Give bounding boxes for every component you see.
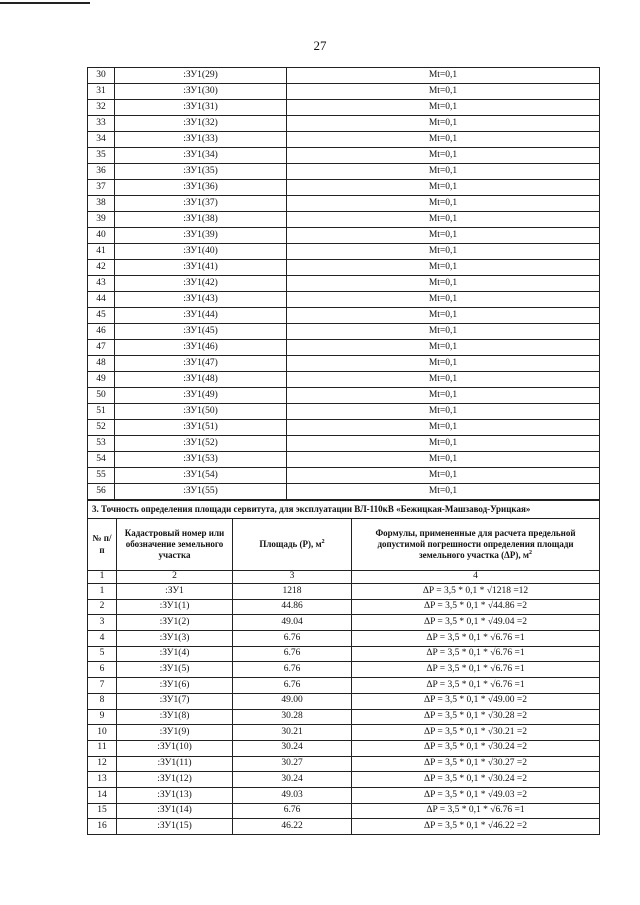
- parcel-id: :ЗУ1(33): [115, 132, 287, 148]
- table-row: [88, 356, 600, 372]
- row-number: 49: [88, 372, 115, 388]
- row-number: 7: [88, 678, 117, 694]
- index-cell: 2: [117, 571, 233, 584]
- header-area: Площадь (P), $м^2$: [233, 519, 352, 571]
- area-value: 6.76: [233, 803, 352, 819]
- parcel-id: :ЗУ1(32): [115, 116, 287, 132]
- table-row: [88, 452, 600, 468]
- parcel-id: :ЗУ1(50): [115, 404, 287, 420]
- parcel-id: :ЗУ1(15): [117, 819, 233, 835]
- row-number: 6: [88, 662, 117, 678]
- error-formula: ΔP = 3,5 * 0,1 * √6.76 =1: [352, 803, 600, 819]
- parcel-id: :ЗУ1(4): [117, 646, 233, 662]
- precision-value: Mt=0,1: [287, 260, 600, 276]
- error-formula: ΔP = 3,5 * 0,1 * √49.00 =2: [352, 693, 600, 709]
- page-number: 27: [313, 38, 327, 53]
- precision-value: Mt=0,1: [287, 324, 600, 340]
- precision-value: Mt=0,1: [287, 452, 600, 468]
- index-cell: 1: [88, 571, 117, 584]
- parcel-id: :ЗУ1(30): [115, 84, 287, 100]
- row-number: 13: [88, 772, 117, 788]
- precision-value: Mt=0,1: [287, 196, 600, 212]
- parcel-id: :ЗУ1(31): [115, 100, 287, 116]
- precision-value: Mt=0,1: [287, 132, 600, 148]
- error-formula: ΔP = 3,5 * 0,1 * √44.86 =2: [352, 599, 600, 615]
- parcel-id: :ЗУ1(48): [115, 372, 287, 388]
- row-number: 8: [88, 693, 117, 709]
- table-row: [88, 646, 600, 662]
- row-number: 46: [88, 324, 115, 340]
- table-row: [88, 468, 600, 484]
- precision-value: Mt=0,1: [287, 84, 600, 100]
- table-row: [88, 787, 600, 803]
- table-row: [88, 260, 600, 276]
- table-row: [88, 340, 600, 356]
- table-row: [88, 803, 600, 819]
- precision-value: Mt=0,1: [287, 100, 600, 116]
- table-row: [88, 693, 600, 709]
- parcel-id: :ЗУ1(10): [117, 740, 233, 756]
- row-number: 55: [88, 468, 115, 484]
- precision-value: Mt=0,1: [287, 420, 600, 436]
- row-number: 52: [88, 420, 115, 436]
- table-row: [88, 819, 600, 835]
- table-row: [88, 308, 600, 324]
- parcel-id: :ЗУ1(40): [115, 244, 287, 260]
- row-number: 32: [88, 100, 115, 116]
- precision-value: Mt=0,1: [287, 180, 600, 196]
- precision-value: Mt=0,1: [287, 340, 600, 356]
- parcel-id: :ЗУ1(37): [115, 196, 287, 212]
- area-value: 6.76: [233, 646, 352, 662]
- table-row: [88, 662, 600, 678]
- parcel-id: :ЗУ1(34): [115, 148, 287, 164]
- table-row: [88, 436, 600, 452]
- section-title-row: [88, 501, 600, 519]
- table-row: [88, 372, 600, 388]
- precision-value: Mt=0,1: [287, 228, 600, 244]
- table-row: [88, 180, 600, 196]
- parcel-id: :ЗУ1(49): [115, 388, 287, 404]
- table-row: [88, 772, 600, 788]
- parcel-id: :ЗУ1: [117, 584, 233, 600]
- index-cell: 3: [233, 571, 352, 584]
- table-row: [88, 212, 600, 228]
- area-value: 6.76: [233, 678, 352, 694]
- area-value: 1218: [233, 584, 352, 600]
- parcel-id: :ЗУ1(39): [115, 228, 287, 244]
- error-formula: ΔP = 3,5 * 0,1 * √6.76 =1: [352, 631, 600, 647]
- table-row: [88, 68, 600, 84]
- row-number: 2: [88, 599, 117, 615]
- table-row: [88, 584, 600, 600]
- table-row: [88, 599, 600, 615]
- table-row: [88, 404, 600, 420]
- parcel-id: :ЗУ1(54): [115, 468, 287, 484]
- precision-value: Mt=0,1: [287, 436, 600, 452]
- precision-value: Mt=0,1: [287, 68, 600, 84]
- parcel-id: :ЗУ1(6): [117, 678, 233, 694]
- row-number: 53: [88, 436, 115, 452]
- row-number: 10: [88, 725, 117, 741]
- row-number: 36: [88, 164, 115, 180]
- area-value: 30.24: [233, 740, 352, 756]
- parcel-id: :ЗУ1(9): [117, 725, 233, 741]
- area-value: 30.28: [233, 709, 352, 725]
- row-number: 47: [88, 340, 115, 356]
- header-num: № п/п: [88, 519, 117, 571]
- row-number: 9: [88, 709, 117, 725]
- precision-value: Mt=0,1: [287, 308, 600, 324]
- row-number: 35: [88, 148, 115, 164]
- parcel-id: :ЗУ1(42): [115, 276, 287, 292]
- table-row: [88, 276, 600, 292]
- row-number: 40: [88, 228, 115, 244]
- table-row: [88, 100, 600, 116]
- column-index-row: [88, 571, 600, 584]
- row-number: 3: [88, 615, 117, 631]
- parcel-id: :ЗУ1(45): [115, 324, 287, 340]
- table-row: [88, 148, 600, 164]
- table-row: [88, 678, 600, 694]
- row-number: 41: [88, 244, 115, 260]
- table-row: [88, 164, 600, 180]
- table-header-row: [88, 519, 600, 571]
- area-value: 30.27: [233, 756, 352, 772]
- precision-value: Mt=0,1: [287, 292, 600, 308]
- parcel-id: :ЗУ1(38): [115, 212, 287, 228]
- parcel-id: :ЗУ1(5): [117, 662, 233, 678]
- row-number: 39: [88, 212, 115, 228]
- row-number: 38: [88, 196, 115, 212]
- parcel-id: :ЗУ1(3): [117, 631, 233, 647]
- parcel-id: :ЗУ1(52): [115, 436, 287, 452]
- table-row: [88, 84, 600, 100]
- area-value: 44.86: [233, 599, 352, 615]
- table-row: [88, 116, 600, 132]
- precision-value: Mt=0,1: [287, 484, 600, 500]
- servitude-area-table: [87, 500, 600, 835]
- top-rule: [0, 2, 90, 4]
- row-number: 54: [88, 452, 115, 468]
- parcel-id: :ЗУ1(12): [117, 772, 233, 788]
- row-number: 11: [88, 740, 117, 756]
- precision-value: Mt=0,1: [287, 276, 600, 292]
- row-number: 44: [88, 292, 115, 308]
- parcel-id: :ЗУ1(29): [115, 68, 287, 84]
- parcel-id: :ЗУ1(46): [115, 340, 287, 356]
- row-number: 5: [88, 646, 117, 662]
- precision-value: Mt=0,1: [287, 468, 600, 484]
- table-row: [88, 244, 600, 260]
- precision-value: Mt=0,1: [287, 148, 600, 164]
- index-cell: 4: [352, 571, 600, 584]
- area-value: 49.00: [233, 693, 352, 709]
- area-value: 30.24: [233, 772, 352, 788]
- parcel-id: :ЗУ1(53): [115, 452, 287, 468]
- parcel-id: :ЗУ1(7): [117, 693, 233, 709]
- error-formula: ΔP = 3,5 * 0,1 * √30.28 =2: [352, 709, 600, 725]
- row-number: 42: [88, 260, 115, 276]
- header-cadastral: Кадастровый номер или обозначение земельного участка: [117, 519, 233, 571]
- parcel-id: :ЗУ1(44): [115, 308, 287, 324]
- parcel-id: :ЗУ1(8): [117, 709, 233, 725]
- row-number: 34: [88, 132, 115, 148]
- parcel-id: :ЗУ1(41): [115, 260, 287, 276]
- area-value: 30.21: [233, 725, 352, 741]
- parcel-id: :ЗУ1(55): [115, 484, 287, 500]
- precision-value: Mt=0,1: [287, 164, 600, 180]
- error-formula: ΔP = 3,5 * 0,1 * √30.21 =2: [352, 725, 600, 741]
- table-row: [88, 709, 600, 725]
- row-number: 31: [88, 84, 115, 100]
- precision-value: Mt=0,1: [287, 388, 600, 404]
- error-formula: ΔP = 3,5 * 0,1 * √6.76 =1: [352, 662, 600, 678]
- area-value: 46.22: [233, 819, 352, 835]
- table-row: [88, 725, 600, 741]
- precision-value: Mt=0,1: [287, 404, 600, 420]
- row-number: 16: [88, 819, 117, 835]
- row-number: 15: [88, 803, 117, 819]
- area-value: 6.76: [233, 631, 352, 647]
- table-row: [88, 631, 600, 647]
- area-value: 49.04: [233, 615, 352, 631]
- header-formula: Формулы, примененные для расчета предельной допустимой погрешности определения площади земельного участка (ΔP), $м^2$: [352, 519, 600, 571]
- parcel-id: :ЗУ1(36): [115, 180, 287, 196]
- row-number: 56: [88, 484, 115, 500]
- error-formula: ΔP = 3,5 * 0,1 * √6.76 =1: [352, 646, 600, 662]
- table-row: [88, 756, 600, 772]
- parcel-id: :ЗУ1(35): [115, 164, 287, 180]
- row-number: 50: [88, 388, 115, 404]
- table-row: [88, 388, 600, 404]
- parcel-id: :ЗУ1(1): [117, 599, 233, 615]
- parcel-id: :ЗУ1(47): [115, 356, 287, 372]
- row-number: 43: [88, 276, 115, 292]
- parcel-id: :ЗУ1(43): [115, 292, 287, 308]
- row-number: 51: [88, 404, 115, 420]
- error-formula: ΔP = 3,5 * 0,1 * √46.22 =2: [352, 819, 600, 835]
- table-row: [88, 324, 600, 340]
- parcel-id: :ЗУ1(13): [117, 787, 233, 803]
- table-row: [88, 740, 600, 756]
- row-number: 4: [88, 631, 117, 647]
- error-formula: ΔP = 3,5 * 0,1 * √49.03 =2: [352, 787, 600, 803]
- row-number: 45: [88, 308, 115, 324]
- row-number: 12: [88, 756, 117, 772]
- table-row: [88, 228, 600, 244]
- row-number: 48: [88, 356, 115, 372]
- section-title: 3. Точность определения площади сервитута, для эксплуатации ВЛ-110кВ «Бежицкая-Машзавод-Урицкая»: [88, 501, 600, 519]
- parcel-id: :ЗУ1(51): [115, 420, 287, 436]
- table-row: [88, 132, 600, 148]
- error-formula: ΔP = 3,5 * 0,1 * √6.76 =1: [352, 678, 600, 694]
- table-row: [88, 615, 600, 631]
- row-number: 30: [88, 68, 115, 84]
- error-formula: ΔP = 3,5 * 0,1 * √1218 =12: [352, 584, 600, 600]
- row-number: 37: [88, 180, 115, 196]
- precision-value: Mt=0,1: [287, 116, 600, 132]
- area-value: 6.76: [233, 662, 352, 678]
- precision-value: Mt=0,1: [287, 372, 600, 388]
- precision-value: Mt=0,1: [287, 356, 600, 372]
- error-formula: ΔP = 3,5 * 0,1 * √49.04 =2: [352, 615, 600, 631]
- precision-table-continued: [87, 67, 600, 500]
- parcel-id: :ЗУ1(14): [117, 803, 233, 819]
- parcel-id: :ЗУ1(2): [117, 615, 233, 631]
- error-formula: ΔP = 3,5 * 0,1 * √30.27 =2: [352, 756, 600, 772]
- table-row: [88, 196, 600, 212]
- table-row: [88, 484, 600, 500]
- error-formula: ΔP = 3,5 * 0,1 * √30.24 =2: [352, 740, 600, 756]
- precision-value: Mt=0,1: [287, 244, 600, 260]
- row-number: 14: [88, 787, 117, 803]
- table-row: [88, 420, 600, 436]
- error-formula: ΔP = 3,5 * 0,1 * √30.24 =2: [352, 772, 600, 788]
- row-number: 1: [88, 584, 117, 600]
- row-number: 33: [88, 116, 115, 132]
- parcel-id: :ЗУ1(11): [117, 756, 233, 772]
- area-value: 49.03: [233, 787, 352, 803]
- precision-value: Mt=0,1: [287, 212, 600, 228]
- table-row: [88, 292, 600, 308]
